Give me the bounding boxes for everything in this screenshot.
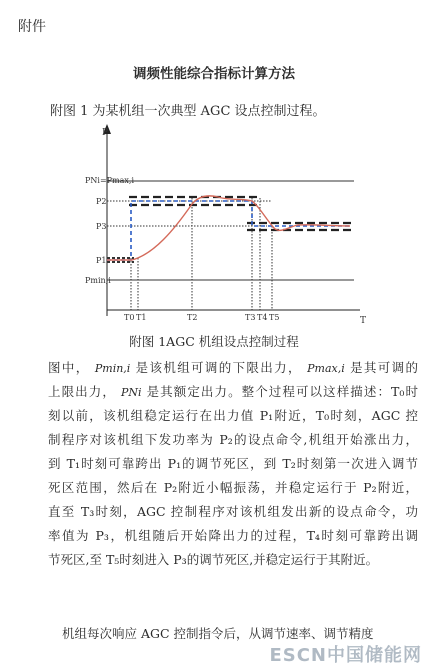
text-fragment: 图中， — [48, 360, 90, 375]
text-fragment: 上限出力， — [48, 384, 116, 399]
symbol-pmax: Pmax,i — [307, 362, 345, 375]
x-label-t0: T0 — [124, 313, 135, 322]
paragraph-line: 率值为 P₃，机组随后开始降出力的过程，T₄时刻可靠跨出调 — [48, 528, 418, 543]
agc-control-figure — [82, 118, 372, 328]
y-label-p1: P1 — [96, 256, 107, 265]
symbol-pn: PNi — [120, 386, 142, 399]
x-label-t5: T5 — [269, 313, 280, 322]
y-label-p2: P2 — [96, 197, 107, 206]
watermark-logo: ESCN中国储能网 — [269, 645, 422, 666]
figure-caption: 附图 1AGC 机组设点控制过程 — [129, 334, 299, 349]
x-label-t3: T3 — [245, 313, 256, 322]
text-fragment: 是其额定出力。整个过程可以这样描述：T₀时 — [146, 384, 418, 399]
paragraph-line: 死区范围，然后在 P₂附近小幅振荡，并稳定运行于 P₂附近， — [48, 480, 418, 495]
symbol-pmin: Pmin,i — [94, 362, 131, 375]
y-label-pmin: Pmin,i — [85, 276, 111, 285]
attachment-label: 附件 — [18, 19, 46, 35]
y-label-p3: P3 — [96, 222, 107, 231]
setpoint-command-line — [107, 201, 352, 260]
paragraph-line: 到 T₁时刻可靠跨出 P₁的调节死区，到 T₂时刻第一次进入调节 — [48, 456, 418, 471]
page-title: 调频性能综合指标计算方法 — [133, 66, 295, 82]
description-paragraph — [48, 356, 418, 572]
text-fragment: 是其可调的 — [350, 360, 418, 375]
paragraph-line — [48, 380, 418, 404]
paragraph-line — [48, 356, 418, 380]
text-fragment: 是该机组可调的下限出力， — [135, 360, 302, 375]
x-label-t4: T4 — [257, 313, 268, 322]
paragraph-line: 刻以前，该机组稳定运行在出力值 P₁附近，T₀时刻，AGC 控 — [48, 408, 418, 423]
paragraph-line: 节死区,至 T₅时刻进入 P₃的调节死区,并稳定运行于其附近。 — [48, 552, 379, 567]
x-label-t1: T1 — [136, 313, 147, 322]
x-label-t2: T2 — [187, 313, 198, 322]
y-axis-label: P — [102, 128, 109, 138]
x-axis-label: T — [360, 316, 367, 326]
paragraph-line: 直至 T₃时刻，AGC 控制程序对该机组发出新的设点命令，功 — [48, 504, 418, 519]
y-label-pmax: PNi=Pmax,i — [85, 176, 134, 185]
intro-text: 附图 1 为某机组一次典型 AGC 设点控制过程。 — [50, 104, 326, 119]
paragraph-line: 制程序对该机组下发功率为 P₂的设点命令,机组开始涨出力， — [48, 432, 418, 447]
next-paragraph: 机组每次响应 AGC 控制指令后，从调节速率、调节精度 — [62, 626, 374, 641]
